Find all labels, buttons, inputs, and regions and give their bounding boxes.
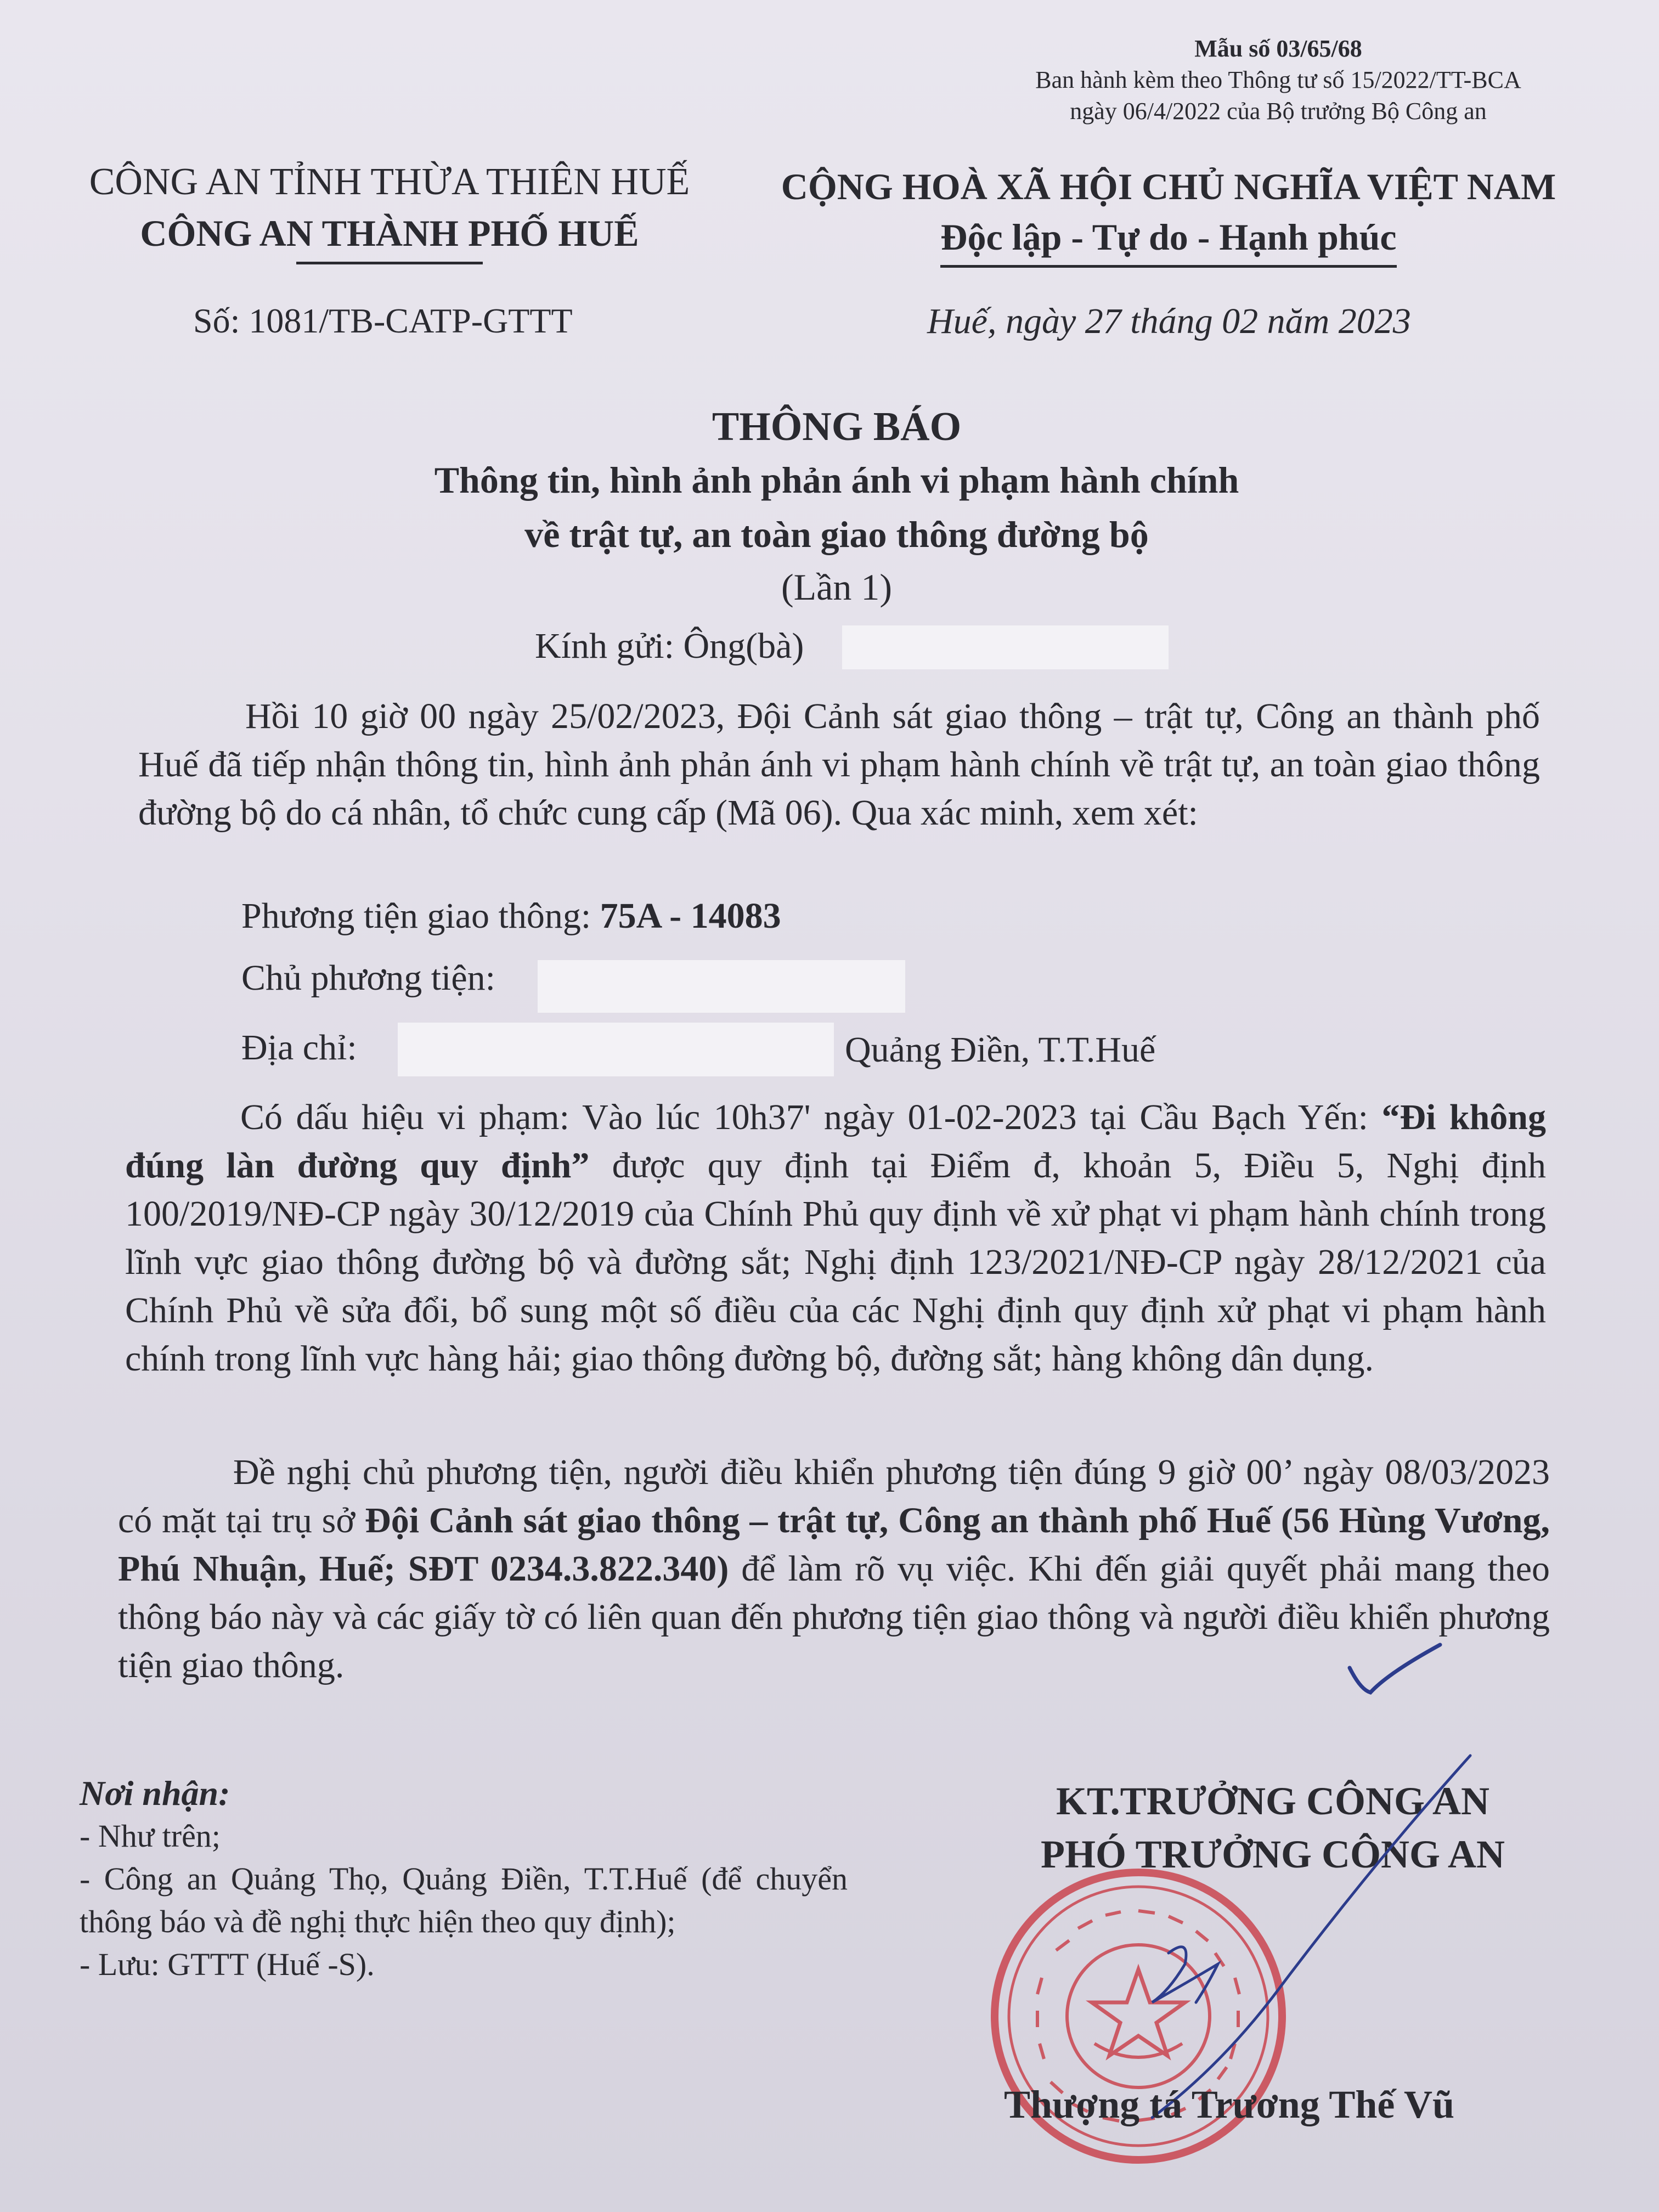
- form-issued-by: Ban hành kèm theo Thông tư số 15/2022/TT-BCA: [1035, 66, 1521, 94]
- owner-label: Chủ phương tiện:: [241, 958, 495, 998]
- signer-role-2: PHÓ TRƯỞNG CÔNG AN: [1040, 1832, 1505, 1877]
- redacted-addressee: [842, 625, 1169, 669]
- intro-paragraph: Hồi 10 giờ 00 ngày 25/02/2023, Đội Cảnh sát giao thông – trật tự, Công an thành phố Huế đã tiếp nhận thông tin, hình ảnh phản ánh vi phạm hành chính về trật tự, an toàn giao thông đường bộ do cá nhân, tổ chức cung cấp (Mã 06). Qua xác minh, xem xét:: [138, 696, 1540, 833]
- signer-role-1: KT.TRƯỞNG CÔNG AN: [1056, 1779, 1490, 1823]
- document-date: Huế, ngày 27 tháng 02 năm 2023: [927, 301, 1411, 341]
- recipients-heading: Nơi nhận:: [80, 1774, 230, 1813]
- vehicle-label: Phương tiện giao thông:: [241, 896, 600, 936]
- address-label: Địa chỉ:: [241, 1028, 357, 1068]
- form-reference: [933, 33, 1624, 127]
- violation-legal-basis: được quy định tại Điểm đ, khoản 5, Điều 5, Nghị định 100/2019/NĐ-CP ngày 30/12/2019 của Chính Phủ quy định về xử phạt vi phạm hành chính trong lĩnh vực giao thông đường bộ và đường sắt; Nghị định 123/2021/NĐ-CP ngày 28/12/2021 của Chính Phủ về sửa đổi, bổ sung một số điều của các Nghị định quy định xử phạt vi phạm hành chính trong lĩnh vực hàng hải; giao thông đường bộ, đường sắt; hàng không dân dụng.: [125, 1146, 1547, 1379]
- country-name: CỘNG HOÀ XÃ HỘI CHỦ NGHĨA VIỆT NAM: [781, 166, 1556, 207]
- org-unit: CÔNG AN THÀNH PHỐ HUẾ: [140, 212, 639, 254]
- request-paragraph: [118, 1448, 1550, 1690]
- document-number: Số: 1081/TB-CATP-GTTT: [193, 301, 573, 340]
- recipient-item: - Như trên;: [80, 1818, 221, 1854]
- vehicle-plate: 75A - 14083: [600, 896, 781, 936]
- document-subtitle-1: Thông tin, hình ảnh phản ánh vi phạm hành chính: [434, 459, 1239, 501]
- org-underline: [296, 262, 483, 264]
- national-heading: [735, 162, 1602, 268]
- recipient-item: - Lưu: GTTT (Huế -S).: [80, 1946, 375, 1982]
- request-place: Đội Cảnh sát giao thông – trật tự, Công an thành phố Huế (56 Hùng Vương, Phú Nhuận, Huế; SĐT 0234.3.822.340): [118, 1500, 1550, 1589]
- addressee-label: Kính gửi: Ông(bà): [535, 626, 804, 666]
- document-title: THÔNG BÁO: [712, 404, 962, 449]
- violation-paragraph: [125, 1093, 1546, 1383]
- redacted-address: [398, 1023, 834, 1076]
- motto: Độc lập - Tự do - Hạnh phúc: [940, 212, 1396, 268]
- form-number: Mẫu số 03/65/68: [1194, 35, 1362, 62]
- vehicle-line: [241, 895, 781, 937]
- violation-name: “Đi không đúng làn đường quy định”: [125, 1097, 1546, 1186]
- request-rest: để làm rõ vụ việc. Khi đến giải quyết phải mang theo thông báo này và các giấy tờ có liên quan đến phương tiện giao thông và người điều khiển phương tiện giao thông.: [118, 1549, 1550, 1685]
- handwritten-check-mark: [1339, 1640, 1448, 1706]
- request-lead: Đề nghị chủ phương tiện, người điều khiển phương tiện đúng 9 giờ 00’ ngày 08/03/2023 có mặt tại trụ sở: [118, 1452, 1550, 1541]
- title-block: [165, 400, 1509, 614]
- owner-line: [241, 957, 495, 999]
- document-subtitle-2: về trật tự, an toàn giao thông đường bộ: [524, 513, 1149, 555]
- address-suffix: Quảng Điền, T.T.Huế: [845, 1030, 1156, 1070]
- attempt-number: (Lần 1): [781, 566, 892, 608]
- violation-lead: Có dấu hiệu vi phạm: Vào lúc 10h37' ngày 01-02-2023 tại Cầu Bạch Yến:: [240, 1097, 1382, 1137]
- recipients-block: [80, 1772, 848, 1986]
- redacted-owner: [538, 960, 905, 1013]
- signer-name: Thượng tá Trương Thế Vũ: [1004, 2083, 1455, 2126]
- recipient-item: - Công an Quảng Thọ, Quảng Điền, T.T.Huế (để chuyển thông báo và đề nghị thực hiện theo quy định);: [80, 1861, 848, 1939]
- form-issued-date: ngày 06/4/2022 của Bộ trưởng Bộ Công an: [1070, 98, 1487, 125]
- org-parent: CÔNG AN TỈNH THỪA THIÊN HUẾ: [89, 161, 690, 203]
- issuing-organization: [66, 156, 713, 264]
